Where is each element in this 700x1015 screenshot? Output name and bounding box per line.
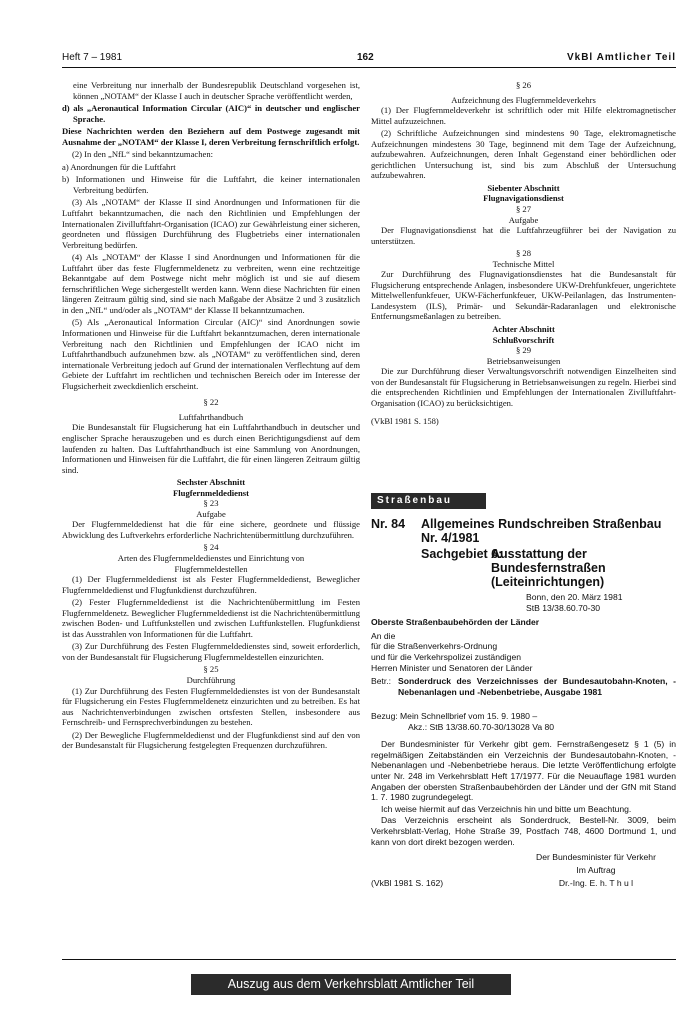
addressee: und für die Verkehrspolizei zuständigen [371,651,522,662]
list-item: b) Informationen und Hinweise für die Luftfahrt, die keiner internationalen Verbreitung bedürfen. [62,174,360,195]
signatory-authority: Im Auftrag [576,865,616,876]
paragraph: Der Flugnavigationsdienst hat die Luftfahrzeugführer bei der Navigation zu unterstützen. [371,225,676,246]
subject-label: Betr.: [371,676,392,687]
chapter-title: Flugnavigationsdienst [483,193,564,204]
reference-label: Bezug: [371,711,398,722]
section-title: Aufzeichnung des Flugfernmeldeverkehrs [451,94,596,105]
section-number: § 22 [203,397,219,408]
list-item: d) als „Aeronautical Information Circular (AIC)“ in deutscher und englischer Sprache. [62,103,360,124]
section-number: § 26 [515,80,532,90]
page-header [62,52,676,66]
addressee: für die Straßenverkehrs-Ordnung [371,641,498,652]
paragraph: Zur Durchführung des Flugnavigationsdienstes hat die Bundesanstalt für Flugsicherung entsprechende Anlagen, insbesondere UKW-Drehfunkfeuer, ungerichtete Mittelwellenfunkfeuer, UKW-Fächerfunkfeuer, UKW-Peilanlagen, das Instrumenten-Landesystem (ILS), Primär- und Sekundär-Radaranlagen und elektronische Entfernungsmeßanlagen zu betreiben. [371,269,676,322]
page-number: 162 [357,52,374,63]
circular-body [371,592,676,900]
paragraph: (4) Als „NOTAM“ der Klasse I sind Anordnungen und Informationen für die Luftfahrt über das feste Flugfernmeldenetz zu verbreiten, wenn eine rechtzeitige Bekanntgabe auf dem Postwege nicht mehr möglich ist und sie auf diesem fernschriftlichen Wege sichergestellt werden kann. Wenn diese Nachrichten für einen längeren Zeitraum gültig sind, sind sie nach Maßgabe der Absätze 2 und 3 zusätzlich in den „NfL“ und/oder als „NOTAM“ der Klasse II bekanntzumachen. [62,252,360,315]
footer-banner: Auszug aus dem Verkehrsblatt Amtlicher Teil [191,974,511,995]
paragraph: (3) Als „NOTAM“ der Klasse II sind Anordnungen und Informationen für die Luftfahrt bekanntzumachen, die nach den Richtlinien und Empfehlungen der Internationalen Zivilluftfahrt-Organisation (ICAO) zur Gewährleistung einer sicheren, geordneten und flüssigen Durchführung des Flugbetriebs einer internationalen Verbreitung bedürfen. [62,197,360,250]
reference-line [371,711,676,733]
addressee: Herren Minister und Senatoren der Länder [371,662,533,673]
section-title: Aufgabe [508,214,539,225]
chapter-heading: Achter Abschnitt [492,324,555,335]
paragraph: (2) Der Bewegliche Flugfernmeldedienst und der Flugfunkdienst sind auf den von der Bundesanstalt für Flugsicherung festgelegten Frequenzen durchzuführen. [62,729,360,751]
left-column [62,80,360,753]
paragraph: (2) In den „NfL“ sind bekanntzumachen: [72,149,214,160]
chapter-heading: Siebenter Abschnitt [487,182,560,193]
section-number: § 29 [515,345,532,356]
paragraph: (2) Schriftliche Aufzeichnungen sind mindestens 90 Tage, elektromagnetische Aufzeichnungen mindestens 30 Tage, beginnend mit dem Tage der Aufzeichnung, aufzubewahren. Aufzeichnungen, deren Inhalt Gegenstand einer behördlichen oder gerichtlichen Untersuchung ist, sind bis zum Abschluß der Untersuchung aufzubewahren. [371,128,676,181]
paragraph: Diese Nachrichten werden den Beziehern auf dem Postwege zugesandt mit Ausnahme der „NOTAM“ der Klasse I, deren Verbreitung fernschriftlich erfolgt. [62,126,360,147]
date-line [371,592,676,613]
reference: (VkBl 1981 S. 162) [371,878,444,889]
chapter-title: Schlußvorschrift [492,334,555,345]
subject-label: Sachgebiet 6: [421,547,503,561]
section-number: § 25 [203,664,219,675]
circular-heading: Allgemeines Rundschreiben Straßenbau Nr. 4/1981 [421,517,662,545]
file-reference: StB 13/38.60.70-30 [526,602,601,613]
footer-rule [62,959,676,960]
subject-line [371,676,676,708]
issue-number: Heft 7 – 1981 [62,52,123,63]
chapter-title: Flugfernmeldedienst [173,487,249,498]
addressee-heading: Oberste Straßenbaubehörden der Länder [371,617,540,628]
section-title: Aufgabe [196,508,226,519]
reference: (VkBl 1981 S. 158) [371,416,439,427]
paragraph: Die Bundesanstalt für Flugsicherung hat ein Luftfahrthandbuch in deutscher und englischer Sprache herauszugeben und es durch einen Berichtigungsdienst auf dem laufenden zu halten. Das Luftfahrthandbuch ist eine Sammlung von Anordnungen, Informationen und Hinweisen für die Luftfahrt, die für einen längeren Zeitraum gültig sind. [62,422,360,475]
paragraph: Der Flugfernmeldedienst hat die für eine sichere, geordnete und flüssige Abwicklung des Luftverkehrs erforderliche Nachrichtenübermittlung durchzuführen. [62,519,360,540]
section-title: Technische Mittel [492,258,555,269]
right-column [371,80,676,429]
paragraph: Der Bundesminister für Verkehr gibt gem. Fernstraßengesetz § 1 (5) in regelmäßigen Zeitabständen ein Verzeichnis der Bundesautobahn-Knoten, -Nebenanlagen und -Nebenbetriebe heraus. Die letzte Veröffentlichung erfolgte unter Nr. 248 im Verkehrsblatt Heft 17/1977. Für die Neuauflage 1981 wurden Angaben der obersten Straßenbaubehörden der Länder und der GfN mit Stand 1. 7. 1980 zugrundegelegt. [371,739,676,803]
date: Bonn, den 20. März 1981 [526,592,623,602]
paragraph: (1) Zur Durchführung des Festen Flugfernmeldedienstes ist von der Bundesanstalt für Flugsicherung ein Festes Flugfernmeldenetz einzurichten und zu betreiben. Es hat aus Nachrichtenverbindungen zwischen ortsfesten Stellen, insbesondere aus Fernschreib- und Fernsprechverbindungen zu bestehen. [62,685,360,728]
paragraph: Das Verzeichnis erscheint als Sonderdruck, Bestell-Nr. 3009, beim Verkehrsblatt-Verlag, Hohe Straße 39, Postfach 748, 4600 Dortmund 1, und kann von dort direkt bezogen werden. [371,815,676,847]
section-number: § 27 [515,204,532,215]
section-title: Betriebsanweisungen [486,355,561,366]
list-item: a) Anordnungen für die Luftfahrt [62,161,176,172]
paragraph: (1) Der Flugfernmeldedienst ist als Fester Flugfernmeldedienst, Beweglicher Flugfernmeldedienst und Flugfunkdienst durchzuführen. [62,574,360,595]
section-number: § 24 [203,542,219,553]
reference-text: Akz.: StB 13/38.60.70-30/13028 Va 80 [408,722,555,733]
section-title: Arten des Flugfernmeldedienstes und Einrichtung von Flugfernmeldestellen [117,552,305,574]
signatory-name: Dr.-Ing. E. h. T h u l [558,878,634,889]
paragraph: Ich weise hiermit auf das Verzeichnis hin und bitte um Beachtung. [381,803,632,814]
section-number: § 23 [203,498,219,509]
circular-number: Nr. 84 [371,517,406,531]
signatory: Der Bundesminister für Verkehr [536,852,656,863]
signature-block [371,852,676,900]
header-rule [62,67,676,68]
journal-title: VkBl Amtlicher Teil [566,52,676,63]
section-banner: Straßenbau [371,493,486,509]
paragraph: eine Verbreitung nur innerhalb der Bundesrepublik Deutschland vorgesehen ist, können „NOTAM“ der Klasse I auch in deutscher Sprache veröffentlicht werden, [73,80,360,101]
paragraph: (3) Zur Durchführung des Festen Flugfernmeldedienstes sind, soweit erforderlich, von der Bundesanstalt für Flugsicherung Flugfernmeldestellen einzurichten. [62,641,360,662]
paragraph: (2) Fester Flugfernmeldedienst ist die Nachrichtenübermittlung im Festen Flugfernmeldenetz. Beweglicher Flugfernmeldedienst ist die Nachrichtenübermittlung zwischen Boden- und Luftfunkstellen und zwischen Luftfunkstellen. Flugfunkdienst ist das Ausstrahlen von Informationen für die Luftfahrt. [62,597,360,639]
chapter-heading: Sechster Abschnitt [176,477,246,488]
section-title: Durchführung [186,674,236,685]
section-number: § 28 [515,248,532,259]
subject-text: Ausstattung der Bundesfernstraßen (Leiteinrichtungen) [491,547,606,589]
reference-text: Mein Schnellbrief vom 15. 9. 1980 – [400,711,538,722]
subject-text: Sonderdruck des Verzeichnisses der Bundesautobahn-Knoten, -Nebenanlagen und -Nebenbetriebe, Ausgabe 1981 [398,676,676,697]
addressee: An die [371,630,396,641]
paragraph: (1) Der Flugfernmeldeverkehr ist schriftlich oder mit Hilfe elektromagnetischer Mittel aufzuzeichnen. [371,105,676,126]
paragraph: (5) Als „Aeronautical Information Circular (AIC)“ sind Anordnungen sowie Informationen und Hinweise für die Luftfahrt bekanntzumachen, deren internationale Verbreitung nach den Richtlinien und Empfehlungen der ICAO nicht im Luftfahrthandbuch aufzunehmen bzw. als „NOTAM“ zu veröffentlichen sind, deren internationale Verbreitung jedoch auf Grund der internationalen Verflechtung auf dem Gebiete der Luftfahrt im rechtlichen und technischen Bereich oder im Interesse der Flugsicherheit zweckdienlich erscheint. [62,317,360,391]
paragraph: Die zur Durchführung dieser Verwaltungsvorschrift notwendigen Einzelheiten sind von der Bundesanstalt für Flugsicherung in Betriebsanweisungen zu regeln. Hierbei sind die entsprechenden Richtlinien und Empfehlungen der Internationalen Zivilluftfahrt-Organisation (ICAO) zu berücksichtigen. [371,366,676,408]
section-title: Luftfahrthandbuch [178,411,244,422]
